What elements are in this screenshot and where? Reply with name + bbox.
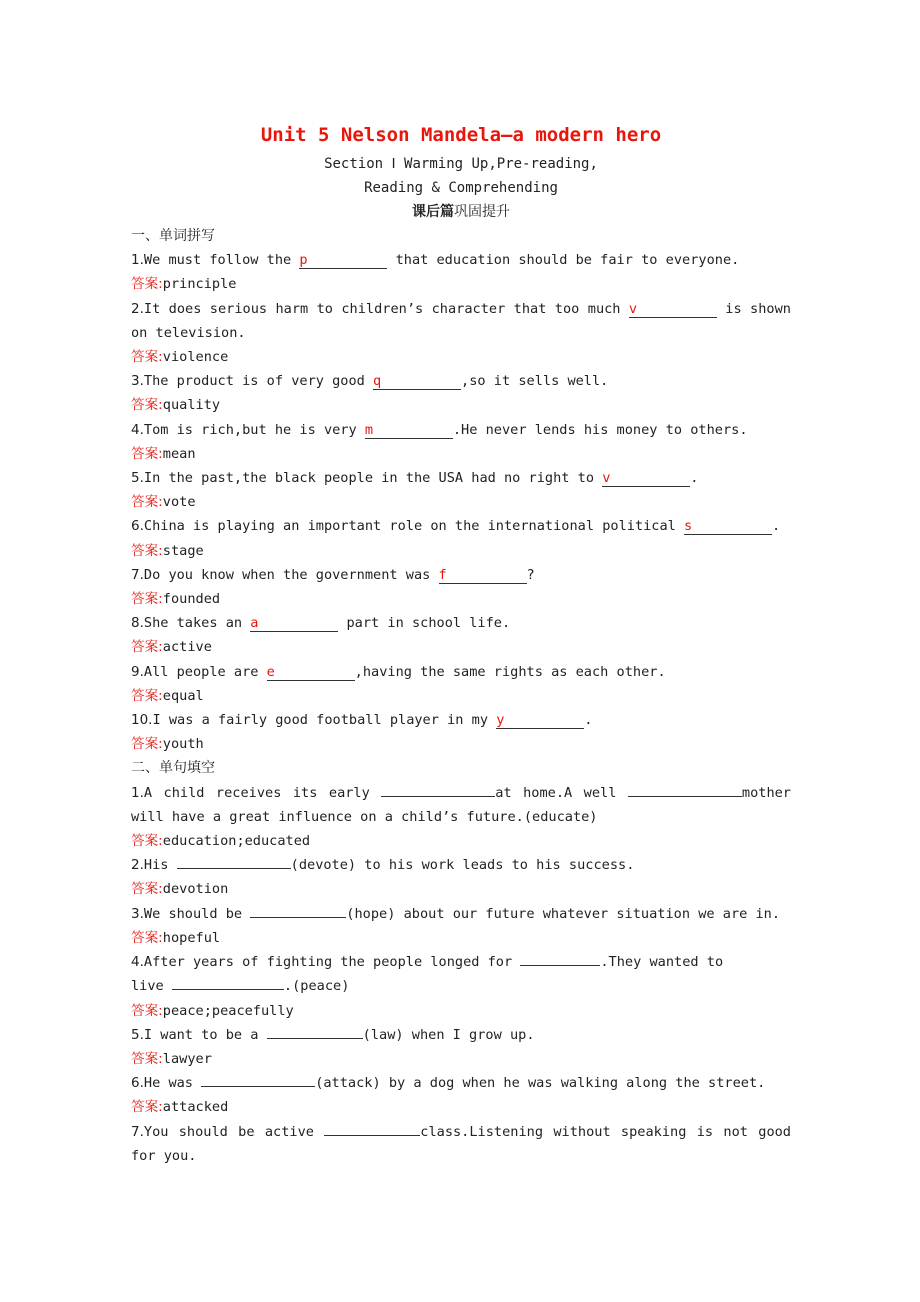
p1-answer-5: 答案:vote (131, 494, 196, 511)
blank (201, 1074, 315, 1087)
blank (177, 856, 291, 869)
p1-question-6: 6.China is playing an important role on the international political s . (131, 518, 781, 535)
p2-question-3: 3.We should be (hope) about our future whatever situation we are in. (131, 905, 781, 922)
p2-question-2: 2.His (devote) to his work leads to his success. (131, 857, 635, 874)
p1-answer-1: 答案:principle (131, 276, 237, 293)
p1-answer-3: 答案:quality (131, 397, 221, 414)
p1-question-1: 1.We must follow the p that education should be fair to everyone. (131, 252, 740, 269)
p1-question-8: 8.She takes an a part in school life. (131, 615, 511, 632)
part1-heading: 一、单词拼写 (131, 228, 215, 244)
section-title-line2: Reading & Comprehending (364, 180, 558, 196)
p2-question-4-cont: live .(peace) (131, 978, 350, 995)
blank (250, 905, 346, 918)
blank-with-hint: y (496, 713, 584, 729)
blank-with-hint: e (267, 665, 355, 681)
blank-with-hint: m (365, 423, 453, 439)
subtitle (131, 200, 791, 224)
blank (628, 784, 742, 797)
section-title-line1: Section Ⅰ Warming Up,Pre-reading, (324, 156, 598, 172)
p2-answer-5: 答案:lawyer (131, 1050, 212, 1067)
blank-with-hint: f (439, 568, 527, 584)
blank-with-hint: v (602, 471, 690, 487)
p2-answer-1: 答案:education;educated (131, 833, 311, 850)
p1-answer-2: 答案:violence (131, 349, 229, 366)
blank-with-hint: a (250, 616, 338, 632)
p1-question-5: 5.In the past,the black people in the USA had no right to v . (131, 470, 699, 487)
blank (520, 953, 600, 966)
p2-question-1: 1.A child receives its early at home.A well mother will have a great influence on a child’s future.(educate) (131, 784, 791, 825)
blank-with-hint: v (629, 302, 717, 318)
blank (324, 1123, 420, 1136)
p1-question-4: 4.Tom is rich,but he is very m .He never lends his money to others. (131, 421, 748, 438)
p1-answer-6: 答案:stage (131, 542, 204, 559)
subtitle-rest: 巩固提升 (454, 204, 510, 220)
p2-answer-4: 答案:peace;peacefully (131, 1002, 294, 1019)
blank (381, 784, 495, 797)
page-title: Unit 5 Nelson Mandela—a modern hero (260, 124, 662, 146)
p1-question-10: 10.I was a fairly good football player in my y . (131, 712, 593, 729)
part2-heading: 二、单句填空 (131, 760, 215, 777)
p1-question-9: 9.All people are e ,having the same rights as each other. (131, 663, 666, 680)
p2-answer-6: 答案:attacked (131, 1099, 229, 1116)
p1-question-3: 3.The product is of very good q ,so it sells well. (131, 373, 609, 390)
p1-answer-10: 答案:youth (131, 736, 204, 753)
subtitle-bold: 课后篇 (412, 204, 454, 220)
p2-question-7: 7.You should be active class.Listening without speaking is not good for you. (131, 1123, 791, 1164)
p2-question-4: 4.After years of fighting the people longed for .They wanted to (131, 954, 724, 971)
p1-answer-7: 答案:founded (131, 591, 221, 608)
p1-question-7: 7.Do you know when the government was f ? (131, 566, 535, 583)
p1-answer-9: 答案:equal (131, 687, 204, 704)
part1-list (131, 248, 791, 756)
blank-with-hint: s (684, 519, 772, 535)
blank-with-hint: q (373, 374, 461, 390)
document-page (131, 118, 791, 1168)
p2-question-6: 6.He was (attack) by a dog when he was walking along the street. (131, 1075, 766, 1092)
blank (172, 977, 284, 990)
p1-answer-8: 答案:active (131, 639, 212, 656)
p2-answer-3: 答案:hopeful (131, 929, 221, 946)
blank-with-hint: p (299, 253, 387, 269)
p2-question-5: 5.I want to be a (law) when I grow up. (131, 1026, 535, 1043)
p1-question-2: 2.It does serious harm to children’s character that too much v is shown on television. (131, 300, 791, 341)
blank (267, 1026, 363, 1039)
p2-answer-2: 答案:devotion (131, 881, 229, 898)
p1-answer-4: 答案:mean (131, 445, 196, 462)
